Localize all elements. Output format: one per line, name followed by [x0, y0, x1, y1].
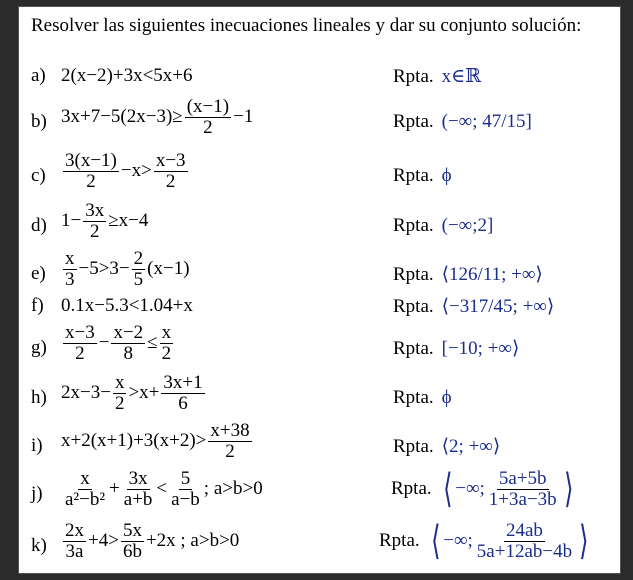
fraction: $\frac{x-3}{2}$: [155, 150, 186, 192]
label-a: a): [31, 65, 46, 86]
equation-a: 2(x−2)+3x<5x+6: [61, 65, 193, 86]
answer-a: Rpta. x∈ℝ: [393, 65, 481, 87]
fraction: $\frac{x}{2}$: [114, 372, 125, 414]
fraction: $\frac{x}{\text{a²−b²}}$: [65, 468, 106, 510]
fraction: $\frac{3(x-1)}{2}$: [65, 150, 117, 192]
equation-f: 0.1x−5.3<1.04+x: [61, 295, 193, 316]
label-i: i): [31, 435, 43, 456]
answer-j: Rpta. ⟨ −∞; $\frac{5a+5b}{1+3a-3b}$ ⟩: [391, 466, 574, 512]
answer-e: Rpta. ⟨126/11; +∞⟩: [393, 263, 543, 285]
answer-g: Rpta. [−10; +∞⟩: [393, 337, 520, 359]
answer-d: Rpta. (−∞;2]: [393, 215, 494, 236]
fraction: $\frac{2}{5}$: [133, 248, 144, 290]
answer-h: Rpta. ϕ: [393, 387, 452, 408]
answer-f: Rpta. ⟨−317/45; +∞⟩: [393, 295, 555, 317]
equation-g: $\frac{x-3}{2}$ − $\frac{x-2}{8}$ ≤ $\frac{x}{2}$: [65, 322, 172, 364]
label-f: f): [31, 295, 44, 316]
fraction: $\frac{x+38}{2}$: [210, 420, 250, 462]
right-angle-bracket: ⟩: [579, 518, 589, 564]
sheet-title: Resolver las siguientes inecuaciones lineales y dar su conjunto solución:: [31, 15, 582, 36]
label-d: d): [31, 215, 47, 236]
right-angle-bracket: ⟩: [563, 466, 574, 512]
fraction: $\frac{3x}{a+b}$: [123, 468, 153, 510]
fraction: $\frac{x-2}{8}$: [113, 322, 144, 364]
equation-k: $\frac{2x}{3a}$ +4> $\frac{5x}{6b}$ +2x ; a>b>0: [65, 520, 240, 562]
equation-h: 2x−3− $\frac{x}{2}$ >x+ $\frac{3x+1}{6}$: [61, 372, 203, 414]
label-e: e): [31, 263, 46, 284]
label-c: c): [31, 165, 46, 186]
answer-b: Rpta. (−∞; 47/15]: [393, 111, 532, 132]
equation-i: x+2(x+1)+3(x+2)> $\frac{x+38}{2}$: [61, 420, 250, 462]
fraction: $\frac{x}{3}$: [65, 248, 75, 290]
answer-k: Rpta. ⟨ −∞; $\frac{24ab}{5a+12ab-4b}$ ⟩: [379, 518, 589, 564]
equation-c: $\frac{3(x-1)}{2}$ −x> $\frac{x-3}{2}$: [65, 150, 186, 192]
fraction: $\frac{5x}{6b}$: [122, 520, 142, 562]
fraction: $\frac{x-3}{2}$: [65, 322, 95, 364]
fraction: $\frac{3x}{2}$: [85, 200, 105, 242]
left-angle-bracket: ⟨: [430, 518, 441, 564]
fraction: $\frac{24ab}{5a+12ab-4b}$: [476, 520, 573, 562]
fraction: $\frac{5}{a-b}$: [171, 468, 200, 510]
fraction: $\frac{(x-1)}{2}$: [186, 96, 230, 138]
label-b: b): [31, 111, 47, 132]
fraction: $\frac{2x}{3a}$: [65, 520, 84, 562]
label-g: g): [31, 337, 47, 358]
label-j: j): [31, 483, 43, 504]
label-h: h): [31, 387, 47, 408]
label-k: k): [31, 535, 47, 556]
fraction: $\frac{3x+1}{6}$: [163, 372, 203, 414]
equation-e: $\frac{x}{3}$ −5>3− $\frac{2}{5}$ (x−1): [65, 248, 190, 290]
equation-j: $\frac{x}{\text{a²−b²}}$ + $\frac{3x}{a+b}$ < $\frac{5}{a-b}$ ; a>b>0: [65, 468, 263, 510]
left-angle-bracket: ⟨: [442, 466, 453, 512]
fraction: $\frac{5a+5b}{1+3a-3b}$: [488, 468, 557, 510]
answer-i: Rpta. ⟨2; +∞⟩: [393, 435, 501, 457]
fraction: $\frac{x}{2}$: [161, 322, 172, 364]
equation-d: 1− $\frac{3x}{2}$ ≥x−4: [61, 200, 149, 242]
exercise-sheet: [18, 6, 621, 574]
equation-b: 3x+7−5(2x−3)≥ $\frac{(x-1)}{2}$ −1: [61, 96, 254, 138]
answer-c: Rpta. ϕ: [393, 165, 452, 186]
